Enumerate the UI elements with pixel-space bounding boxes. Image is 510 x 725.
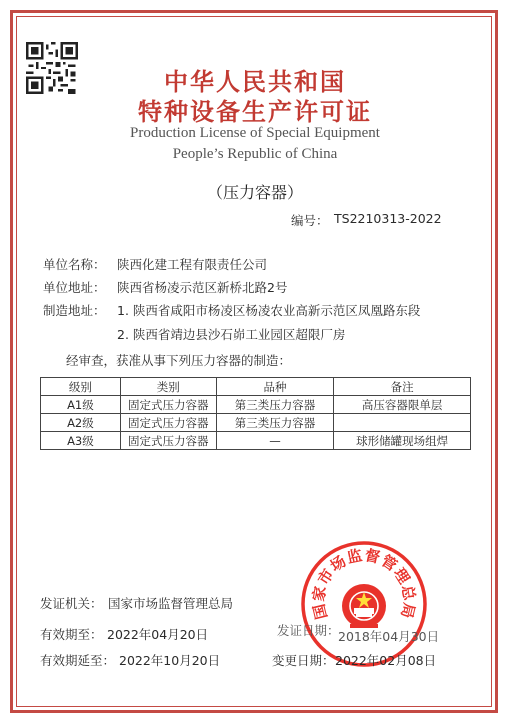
- issuer-label: 发证机关：: [40, 596, 103, 611]
- mfg-address-1: 1. 陕西省咸阳市杨凌区杨凌农业高新示范区凤凰路东段: [117, 303, 421, 318]
- table-cell: 固定式压力容器: [120, 396, 216, 414]
- table-cell: [334, 414, 471, 432]
- table-cell: —: [216, 432, 334, 450]
- title-chinese-line2: 特种设备生产许可证: [138, 98, 372, 126]
- table-header-cell: 备注: [334, 378, 471, 396]
- mfg-address-2: 2. 陕西省靖边县沙石峁工业园区超限厂房: [117, 327, 346, 342]
- table-cell: A3级: [41, 432, 121, 450]
- table-cell: 固定式压力容器: [120, 414, 216, 432]
- table-cell: 固定式压力容器: [120, 432, 216, 450]
- official-seal-icon: [300, 540, 428, 668]
- subtitle-category: （压力容器）: [206, 183, 303, 202]
- extended-label: 有效期延至：: [40, 653, 116, 668]
- issue-date-label: 发证日期：: [277, 623, 340, 638]
- issuer: 国家市场监督管理总局: [108, 596, 234, 611]
- table-cell: 球形储罐现场组焊: [334, 432, 471, 450]
- unit-name-label: 单位名称：: [43, 257, 106, 272]
- table-header-row: [41, 378, 471, 396]
- valid-until-label: 有效期至：: [40, 627, 103, 642]
- title-chinese-line1: 中华人民共和国: [164, 68, 346, 96]
- issue-date: 2018年04月30日: [338, 629, 440, 644]
- license-number: TS2210313-2022: [334, 211, 442, 226]
- unit-address-label: 单位地址：: [43, 280, 106, 295]
- title-english-line1: Production License of Special Equipment: [130, 125, 380, 141]
- table-row: [41, 414, 471, 432]
- title-english-line2: People’s Republic of China: [172, 146, 338, 162]
- table-cell: 高压容器限单层: [334, 396, 471, 414]
- change-date: 2022年02月08日: [335, 653, 437, 668]
- seal-text: 国家市场监督管理总局: [309, 546, 419, 621]
- table-cell: 第三类压力容器: [216, 414, 334, 432]
- table-cell: A1级: [41, 396, 121, 414]
- table-cell: 第三类压力容器: [216, 396, 334, 414]
- valid-until: 2022年04月20日: [107, 627, 209, 642]
- table-row: [41, 432, 471, 450]
- table-header-cell: 类别: [120, 378, 216, 396]
- table-row: [41, 396, 471, 414]
- change-date-label: 变更日期：: [272, 653, 335, 668]
- table-header-cell: 品种: [216, 378, 334, 396]
- table-header-cell: 级别: [41, 378, 121, 396]
- number-label: 编号：: [291, 213, 329, 228]
- extended-date: 2022年10月20日: [119, 653, 221, 668]
- approval-statement: 经审查，获准从事下列压力容器的制造：: [66, 353, 292, 368]
- mfg-address-label: 制造地址：: [43, 303, 106, 318]
- license-scope-table: [40, 377, 471, 450]
- table-cell: A2级: [41, 414, 121, 432]
- unit-name: 陕西化建工程有限责任公司: [117, 257, 268, 272]
- unit-address: 陕西省杨凌示范区新桥北路2号: [117, 280, 288, 295]
